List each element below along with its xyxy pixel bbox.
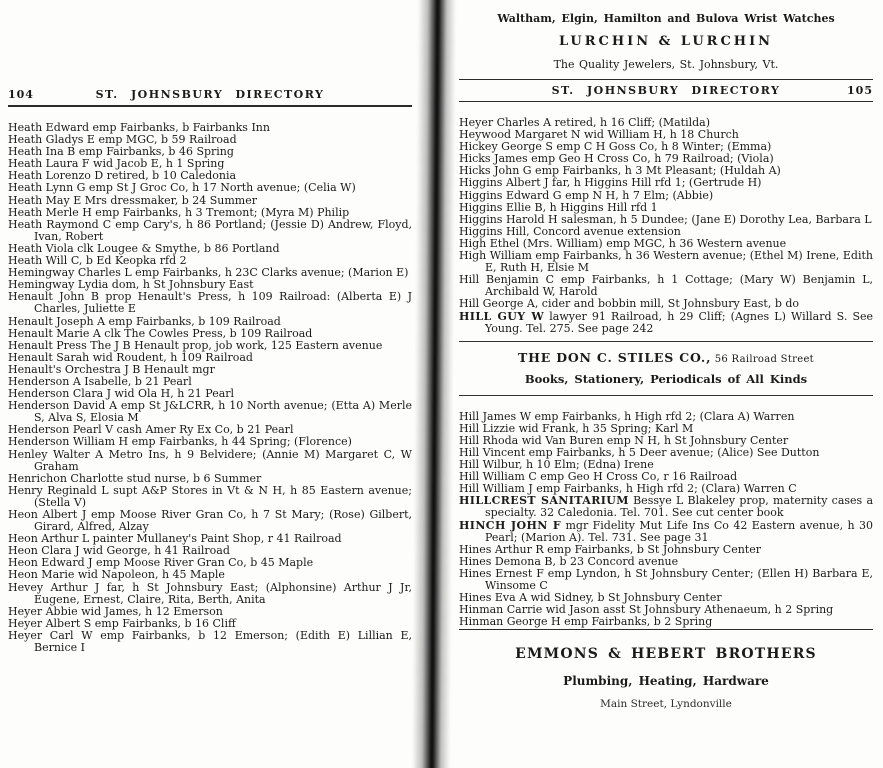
directory-entry: Henault's Orchestra J B Henault mgr bbox=[8, 362, 215, 376]
directory-entry: Heath Lynn G emp St J Groc Co, h 17 North avenue; (Celia W) bbox=[8, 181, 356, 195]
directory-entry: Hill William C emp Geo H Cross Co, r 16 Railroad bbox=[459, 470, 738, 484]
directory-entry: Hill Benjamin C emp Fairbanks, h 1 Cottage; (Mary W) Benjamin L, Archibald W, Harold bbox=[459, 273, 873, 299]
left-page-title: ST. JOHNSBURY DIRECTORY bbox=[95, 88, 325, 101]
directory-entry: Henderson William H emp Fairbanks, h 44 Spring; (Florence) bbox=[8, 435, 352, 449]
horizontal-rule bbox=[459, 79, 873, 80]
directory-entry: Hemingway Charles L emp Fairbanks, h 23C Clarks avenue; (Marion E) bbox=[8, 266, 409, 280]
right-page-title: ST. JOHNSBURY DIRECTORY bbox=[551, 84, 781, 97]
directory-entry-bold-name: HILLCREST SANITARIUM bbox=[459, 494, 629, 508]
left-page-number: 104 bbox=[8, 88, 34, 101]
directory-entry: Hines Eva A wid Sidney, b St Johnsbury Center bbox=[459, 591, 722, 605]
lurchin-ad-tagline: Waltham, Elgin, Hamilton and Bulova Wrist Watches bbox=[497, 12, 835, 25]
emmons-hebert-ad-address: Main Street, Lyndonville bbox=[600, 698, 732, 711]
directory-entry: Henault Sarah wid Roudent, h 109 Railroad bbox=[8, 350, 253, 364]
directory-entry: Henderson A Isabelle, b 21 Pearl bbox=[8, 374, 192, 388]
directory-entry: Heywood Margaret N wid William H, h 18 Church bbox=[459, 128, 739, 142]
don-stiles-ad-subtitle: Books, Stationery, Periodicals of All Kinds bbox=[524, 371, 808, 386]
directory-entry: Higgins Albert J far, h Higgins Hill rfd 1; (Gertrude H) bbox=[459, 176, 762, 190]
directory-entry: Heath Lorenzo D retired, b 10 Caledonia bbox=[8, 169, 237, 183]
right-page-entries-lower bbox=[459, 411, 873, 629]
directory-entry: Henrichon Charlotte stud nurse, b 6 Summer bbox=[8, 471, 262, 485]
directory-entry: Hicks John G emp Fairbanks, h 3 Mt Pleasant; (Huldah A) bbox=[459, 164, 781, 178]
directory-entry: Heyer Carl W emp Fairbanks, b 12 Emerson; (Edith E) Lillian E, Bernice I bbox=[8, 628, 412, 655]
directory-entry: Hicks James emp Geo H Cross Co, h 79 Railroad; (Viola) bbox=[459, 152, 774, 166]
directory-entry: Heath Raymond C emp Cary's, h 86 Portland; (Jessie D) Andrew, Floyd, Ivan, Robert bbox=[8, 217, 412, 243]
directory-entry: Henault Press The J B Henault prop, job work, 125 Eastern avenue bbox=[8, 338, 383, 352]
directory-entry: Heon Edward J emp Moose River Gran Co, b 45 Maple bbox=[8, 556, 314, 570]
directory-entry: Hill Lizzie wid Frank, h 35 Spring; Karl M bbox=[459, 421, 694, 435]
directory-entry: Higgins Harold H salesman, h 5 Dundee; (Jane E) Dorothy Lea, Barbara L bbox=[459, 212, 872, 226]
directory-entry: Heath Viola clk Lougee & Smythe, b 86 Portland bbox=[8, 241, 280, 255]
directory-entry: HINCH JOHN F mgr Fidelity Mut Life Ins Co 42 Eastern avenue, h 30 Pearl; (Marion A). Tel. 731. See page 31 bbox=[459, 518, 873, 544]
right-page bbox=[459, 12, 873, 710]
directory-entry: Hines Arthur R emp Fairbanks, b St Johnsbury Center bbox=[459, 542, 761, 556]
directory-entry: Heon Clara J wid George, h 41 Railroad bbox=[8, 544, 230, 558]
don-stiles-ad-name: THE DON C. STILES CO., bbox=[518, 349, 712, 365]
directory-entry: Hickey George S emp C H Goss Co, h 8 Winter; (Emma) bbox=[459, 140, 772, 154]
directory-entry: Henault John B prop Henault's Press, h 109 Railroad: (Alberta E) J Charles, Juliette E bbox=[8, 290, 412, 316]
directory-entry: Henault Joseph A emp Fairbanks, b 109 Railroad bbox=[8, 314, 281, 328]
directory-entry: Henry Reginald L supt A&P Stores in Vt & N H, h 85 Eastern avenue; (Stella V) bbox=[8, 483, 412, 509]
emmons-hebert-ad-name: EMMONS & HEBERT BROTHERS bbox=[515, 646, 817, 663]
don-stiles-ad-address: 56 Railroad Street bbox=[711, 353, 814, 365]
page-gutter-shadow bbox=[412, 0, 456, 768]
left-page bbox=[8, 88, 412, 654]
lurchin-ad-name: LURCHIN & LURCHIN bbox=[558, 34, 774, 49]
directory-entry: Hill Rhoda wid Van Buren emp N H, h St Johnsbury Center bbox=[459, 433, 789, 447]
lurchin-ad-subtitle: The Quality Jewelers, St. Johnsbury, Vt. bbox=[553, 58, 779, 71]
directory-entry: Hill George A, cider and bobbin mill, St Johnsbury East, b do bbox=[459, 297, 800, 311]
directory-entry: Henley Walter A Metro Ins, h 9 Belvidere; (Annie M) Margaret C, W Graham bbox=[8, 447, 412, 473]
directory-entry-bold-name: HINCH JOHN F bbox=[459, 518, 562, 532]
directory-entry: Henderson Pearl V cash Amer Ry Ex Co, b 21 Pearl bbox=[8, 423, 294, 437]
directory-entry: Hinman Carrie wid Jason asst St Johnsbury Athenaeum, h 2 Spring bbox=[459, 603, 834, 617]
right-page-header bbox=[459, 81, 873, 102]
don-stiles-ad bbox=[459, 341, 873, 396]
directory-entry: Hemingway Lydia dom, h St Johnsbury East bbox=[8, 278, 254, 292]
right-page-number: 105 bbox=[847, 84, 873, 97]
directory-entry: Henault Marie A clk The Cowles Press, b 109 Railroad bbox=[8, 326, 313, 340]
directory-entry: Higgins Edward G emp N H, h 7 Elm; (Abbie) bbox=[459, 188, 714, 202]
directory-entry: HILL GUY W lawyer 91 Railroad, h 29 Cliff; (Agnes L) Willard S. See Young. Tel. 275. See page 242 bbox=[459, 309, 873, 335]
directory-entry: Henderson David A emp St J&LCRR, h 10 North avenue; (Etta A) Merle S, Alva S, Elosia M bbox=[8, 399, 412, 425]
directory-entry: HILLCREST SANITARIUM Bessye L Blakeley prop, maternity cases a specialty. 32 Caledonia. Tel. 701. See cut center book bbox=[459, 494, 873, 520]
directory-entry: Heath Edward emp Fairbanks, b Fairbanks Inn bbox=[8, 121, 270, 134]
directory-entry: Heath Merle H emp Fairbanks, h 3 Tremont; (Myra M) Philip bbox=[8, 205, 350, 219]
left-page-entries bbox=[8, 122, 412, 654]
directory-entry: High Ethel (Mrs. William) emp MGC, h 36 Western avenue bbox=[459, 236, 787, 250]
directory-entry: Hines Ernest F emp Lyndon, h St Johnsbury Center; (Ellen H) Barbara E, Winsome C bbox=[459, 566, 873, 592]
horizontal-rule bbox=[459, 629, 873, 630]
left-page-header bbox=[8, 88, 412, 107]
directory-entry: Henderson Clara J wid Ola H, h 21 Pearl bbox=[8, 387, 235, 401]
directory-entry: Heath Ina B emp Fairbanks, b 46 Spring bbox=[8, 145, 234, 159]
directory-entry: Heath Gladys E emp MGC, b 59 Railroad bbox=[8, 133, 237, 147]
directory-entry: Hill James W emp Fairbanks, h High rfd 2; (Clara A) Warren bbox=[459, 409, 795, 423]
directory-entry: Hinman George H emp Fairbanks, b 2 Spring bbox=[459, 615, 713, 629]
directory-entry: Heath May E Mrs dressmaker, b 24 Summer bbox=[8, 193, 257, 207]
directory-entry: Higgins Hill, Concord avenue extension bbox=[459, 224, 681, 238]
directory-entry: Heyer Charles A retired, h 16 Cliff; (Matilda) bbox=[459, 116, 711, 129]
directory-entry: Heyer Abbie wid James, h 12 Emerson bbox=[8, 604, 223, 618]
directory-entry: Heon Albert J emp Moose River Gran Co, h 7 St Mary; (Rose) Gilbert, Girard, Alfred, Alzay bbox=[8, 508, 412, 534]
directory-entry: Hines Demona B, b 23 Concord avenue bbox=[459, 554, 679, 568]
lurchin-ad bbox=[459, 12, 873, 71]
directory-entry: Higgins Ellie B, h Higgins Hill rfd 1 bbox=[459, 200, 658, 214]
right-page-entries-upper bbox=[459, 117, 873, 335]
directory-entry: Hill Wilbur, h 10 Elm; (Edna) Irene bbox=[459, 458, 654, 472]
directory-entry: Heyer Albert S emp Fairbanks, b 16 Cliff bbox=[8, 616, 236, 630]
directory-entry: Heath Laura F wid Jacob E, h 1 Spring bbox=[8, 157, 225, 171]
directory-entry: Heon Marie wid Napoleon, h 45 Maple bbox=[8, 568, 225, 582]
directory-entry: Hill Vincent emp Fairbanks, h 5 Deer avenue; (Alice) See Dutton bbox=[459, 445, 820, 459]
directory-entry-bold-name: HILL GUY W bbox=[459, 309, 545, 323]
directory-entry: Hill William J emp Fairbanks, h High rfd 2; (Clara) Warren C bbox=[459, 482, 797, 496]
emmons-hebert-ad bbox=[459, 646, 873, 710]
directory-entry: High William emp Fairbanks, h 36 Western avenue; (Ethel M) Irene, Edith E, Ruth H, Elsie M bbox=[459, 249, 873, 275]
directory-entry: Hevey Arthur J far, h St Johnsbury East; (Alphonsine) Arthur J Jr, Eugene, Ernest, Claire, Rita, Berth, Anita bbox=[8, 580, 412, 606]
emmons-hebert-ad-services: Plumbing, Heating, Hardware bbox=[563, 674, 769, 689]
don-stiles-ad-title bbox=[459, 350, 873, 365]
directory-entry: Heath Will C, b Ed Keopka rfd 2 bbox=[8, 254, 187, 268]
directory-entry: Heon Arthur L painter Mullaney's Paint Shop, r 41 Railroad bbox=[8, 532, 342, 546]
